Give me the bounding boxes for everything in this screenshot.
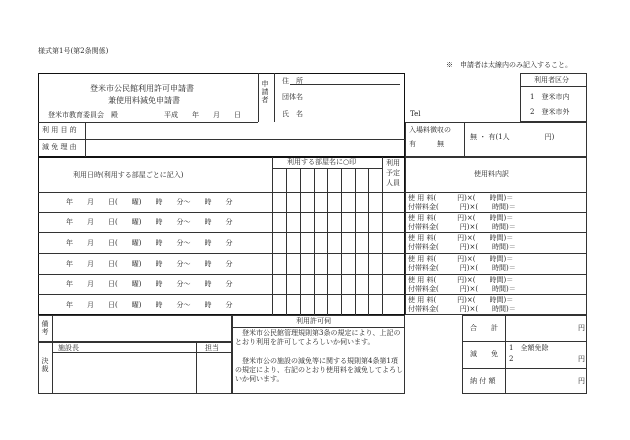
addressee: 登米市教育委員会 殿 xyxy=(48,111,118,119)
reduction-full-exemption[interactable]: 1 全額免除 xyxy=(509,344,549,352)
user-category-header: 利用者区分 xyxy=(534,76,569,84)
schedule-row-fee[interactable]: 使 用 料( 円)×( 時間)＝ xyxy=(408,276,514,284)
person-in-charge-label: 担当 xyxy=(205,344,219,352)
people-header-1: 利用 xyxy=(386,159,400,167)
rule xyxy=(52,342,53,394)
rule xyxy=(505,315,506,394)
people-header-3: 人員 xyxy=(386,179,400,187)
schedule-row-datetime[interactable]: 年 月 日( 曜) 時 分～ 時 分 xyxy=(66,301,233,309)
schedule-row-fee[interactable]: 使 用 料( 円)×( 時間)＝ xyxy=(408,214,514,222)
rule xyxy=(520,86,587,87)
rule xyxy=(52,352,232,353)
schedule-row-fee[interactable]: 使 用 料( 円)×( 時間)＝ xyxy=(408,255,514,263)
admission-fee-label: 入場料徴収の xyxy=(409,126,451,134)
tel-label: Tel xyxy=(410,110,421,118)
permit-text-rule4: 登米市公の施設の減免等に関する規則第4条第1項の規定により、右記のとおり使用料を減免してよろしいか伺います。 xyxy=(235,357,403,383)
schedule-row-extra-fee[interactable]: 付帯料金( 円)×( 時間)＝ xyxy=(408,223,516,231)
rule xyxy=(286,168,287,315)
remarks-label: 備考 xyxy=(41,320,49,336)
total-yen: 円 xyxy=(578,324,585,332)
admission-fee-label-2: 有 無 xyxy=(409,140,444,148)
form-title: 登米市公民館利用許可申請書 xyxy=(90,84,194,93)
schedule-row-extra-fee[interactable]: 付帯料金( 円)×( 時間)＝ xyxy=(408,285,516,293)
schedule-row-datetime[interactable]: 年 月 日( 曜) 時 分～ 時 分 xyxy=(66,218,233,226)
reduction-reason-input[interactable] xyxy=(86,140,404,156)
user-category-city[interactable]: 1 登米市内 xyxy=(530,93,570,101)
address-input-line[interactable] xyxy=(290,84,400,85)
rule xyxy=(382,157,383,315)
form-number: 様式第1号(第2条関係) xyxy=(38,47,109,55)
schedule-row-fee[interactable]: 使 用 料( 円)×( 時間)＝ xyxy=(408,234,514,242)
schedule-row-fee[interactable]: 使 用 料( 円)×( 時間)＝ xyxy=(408,296,514,304)
people-header-2: 予定 xyxy=(386,169,400,177)
rule xyxy=(38,274,587,275)
schedule-row-datetime[interactable]: 年 月 日( 曜) 時 分～ 時 分 xyxy=(66,260,233,268)
total-label: 合 計 xyxy=(470,324,498,332)
organization-label: 団体名 xyxy=(282,93,303,101)
rule xyxy=(314,168,315,315)
rule xyxy=(464,122,465,157)
schedule-row-extra-fee[interactable]: 付帯料金( 円)×( 時間)＝ xyxy=(408,305,516,313)
permit-text-rule3: 登米市公民館管理規則第3条の規定により、上記のとおり利用を許可してよろしいか伺います。 xyxy=(235,329,401,346)
payment-yen: 円 xyxy=(578,377,585,385)
name-label: 氏 名 xyxy=(282,110,303,118)
rule xyxy=(272,157,273,315)
rule xyxy=(38,212,587,213)
schedule-frame xyxy=(38,157,405,315)
address-label: 住 所 xyxy=(282,77,303,85)
application-date: 平成 年 月 日 xyxy=(164,111,241,119)
reduction-reason-label: 減 免 理 由 xyxy=(42,143,77,151)
remarks-input[interactable] xyxy=(53,316,231,341)
facility-head-label: 施設長 xyxy=(58,344,79,352)
schedule-row-extra-fee[interactable]: 付帯料金( 円)×( 時間)＝ xyxy=(408,243,516,251)
rule xyxy=(462,341,587,342)
form-subtitle: 兼使用料減免申請書 xyxy=(108,96,180,105)
permit-header: 利用許可伺 xyxy=(296,317,331,325)
reduction-row-label: 減 免 xyxy=(470,350,498,358)
rule xyxy=(327,168,328,315)
user-category-outside[interactable]: 2 登米市外 xyxy=(530,108,570,116)
room-header: 利用する部屋名に○印 xyxy=(287,158,357,166)
reduction-yen: 円 xyxy=(578,355,585,363)
applicant-label: 申請者 xyxy=(261,80,269,104)
rule xyxy=(355,168,356,315)
rule xyxy=(341,168,342,315)
schedule-row-datetime[interactable]: 年 月 日( 曜) 時 分～ 時 分 xyxy=(66,280,233,288)
payment-label: 納 付 額 xyxy=(470,377,496,385)
rule xyxy=(300,168,301,315)
rule xyxy=(274,73,275,122)
instruction-note: ※ 申請者は太線内のみ記入すること。 xyxy=(446,61,572,69)
reduction-partial[interactable]: 2 xyxy=(509,355,514,363)
schedule-row-extra-fee[interactable]: 付帯料金( 円)×( 時間)＝ xyxy=(408,264,516,272)
schedule-row-datetime[interactable]: 年 月 日( 曜) 時 分～ 時 分 xyxy=(66,239,233,247)
rule xyxy=(38,253,587,254)
rule xyxy=(38,192,587,193)
schedule-row-fee[interactable]: 使 用 料( 円)×( 時間)＝ xyxy=(408,194,514,202)
schedule-row-datetime[interactable]: 年 月 日( 曜) 時 分～ 時 分 xyxy=(66,198,233,206)
decision-label: 決裁 xyxy=(41,357,49,373)
rule xyxy=(38,232,587,233)
schedule-row-extra-fee[interactable]: 付帯料金( 円)×( 時間)＝ xyxy=(408,203,516,211)
purpose-input[interactable] xyxy=(86,123,404,138)
rule xyxy=(462,368,587,369)
fee-breakdown-header: 使用料内訳 xyxy=(474,170,509,178)
purpose-label: 利 用 目 的 xyxy=(42,126,77,134)
datetime-header: 利用日時(利用する部屋ごとに記入) xyxy=(73,171,184,179)
rule xyxy=(38,294,587,295)
rule xyxy=(368,168,369,315)
admission-fee-value[interactable]: 無 ・ 有(1人 円) xyxy=(470,133,555,141)
rule xyxy=(258,73,259,122)
rule xyxy=(196,342,197,394)
rule xyxy=(232,327,405,328)
